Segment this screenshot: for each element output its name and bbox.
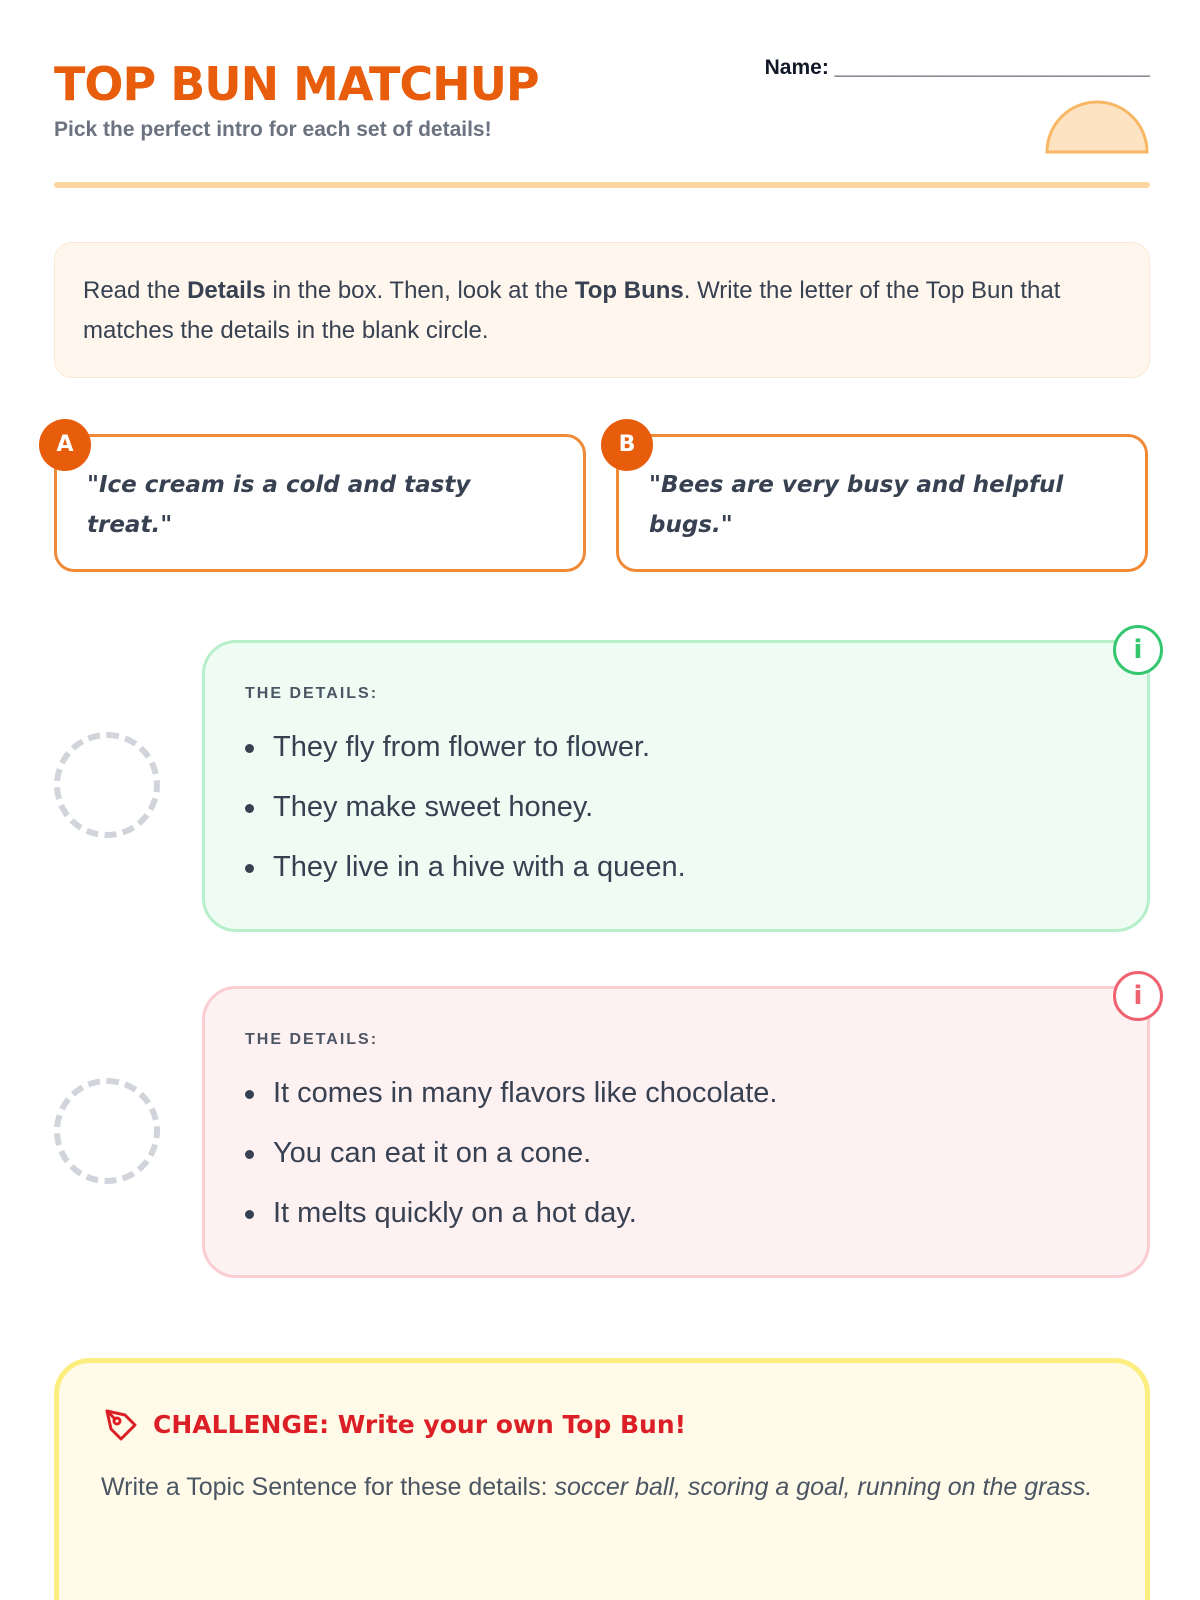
answer-circle[interactable] xyxy=(54,1078,160,1184)
detail-item: They fly from flower to flower. xyxy=(245,717,1107,777)
details-label: THE DETAILS: xyxy=(245,1031,379,1048)
detail-item: It melts quickly on a hot day. xyxy=(245,1183,1107,1243)
details-card-ice-cream xyxy=(202,981,1150,1278)
answer-circle[interactable] xyxy=(54,732,160,838)
info-icon: i xyxy=(1113,625,1163,675)
bun-letter-badge: B xyxy=(601,419,653,471)
instructions-bold-top-buns: Top Buns xyxy=(574,277,684,304)
header-divider xyxy=(54,182,1150,188)
detail-item: They make sweet honey. xyxy=(245,777,1107,837)
details-list xyxy=(245,1063,1107,1243)
detail-item: They live in a hive with a queen. xyxy=(245,837,1107,897)
worksheet-header xyxy=(54,56,1150,188)
top-bun-text: "Bees are very busy and helpful bugs." xyxy=(649,472,1064,538)
pen-icon xyxy=(101,1405,139,1443)
bun-icon xyxy=(1044,100,1150,155)
details-card-bees xyxy=(202,635,1150,932)
top-bun-text: "Ice cream is a cold and tasty treat." xyxy=(87,472,471,538)
challenge-title: CHALLENGE: Write your own Top Bun! xyxy=(153,1409,687,1439)
name-field[interactable]: Name: ___________________________ xyxy=(764,56,1150,79)
details-list xyxy=(245,717,1107,897)
challenge-details-italic: soccer ball, scoring a goal, running on the grass. xyxy=(554,1473,1093,1501)
details-label: THE DETAILS: xyxy=(245,685,379,702)
top-bun-a xyxy=(54,434,586,572)
instructions-box xyxy=(54,242,1150,378)
info-icon: i xyxy=(1113,971,1163,1021)
detail-item: You can eat it on a cone. xyxy=(245,1123,1107,1183)
top-bun-b xyxy=(616,434,1148,572)
instructions-bold-details: Details xyxy=(187,277,266,304)
challenge-box xyxy=(54,1358,1150,1600)
page-subtitle: Pick the perfect intro for each set of details! xyxy=(54,118,492,141)
instructions-text: in the box. Then, look at the xyxy=(265,277,575,304)
instructions-text: . Write the letter of the Top Bun that matches the details in the blank circle. xyxy=(83,277,1061,344)
page-title: TOP BUN MATCHUP xyxy=(54,57,539,111)
bun-letter-badge: A xyxy=(39,419,91,471)
challenge-header xyxy=(101,1405,1103,1443)
challenge-prompt xyxy=(101,1467,1103,1507)
detail-item: It comes in many flavors like chocolate. xyxy=(245,1063,1107,1123)
challenge-prompt-text: Write a Topic Sentence for these details: xyxy=(101,1473,555,1501)
instructions-text: Read the xyxy=(83,277,188,304)
